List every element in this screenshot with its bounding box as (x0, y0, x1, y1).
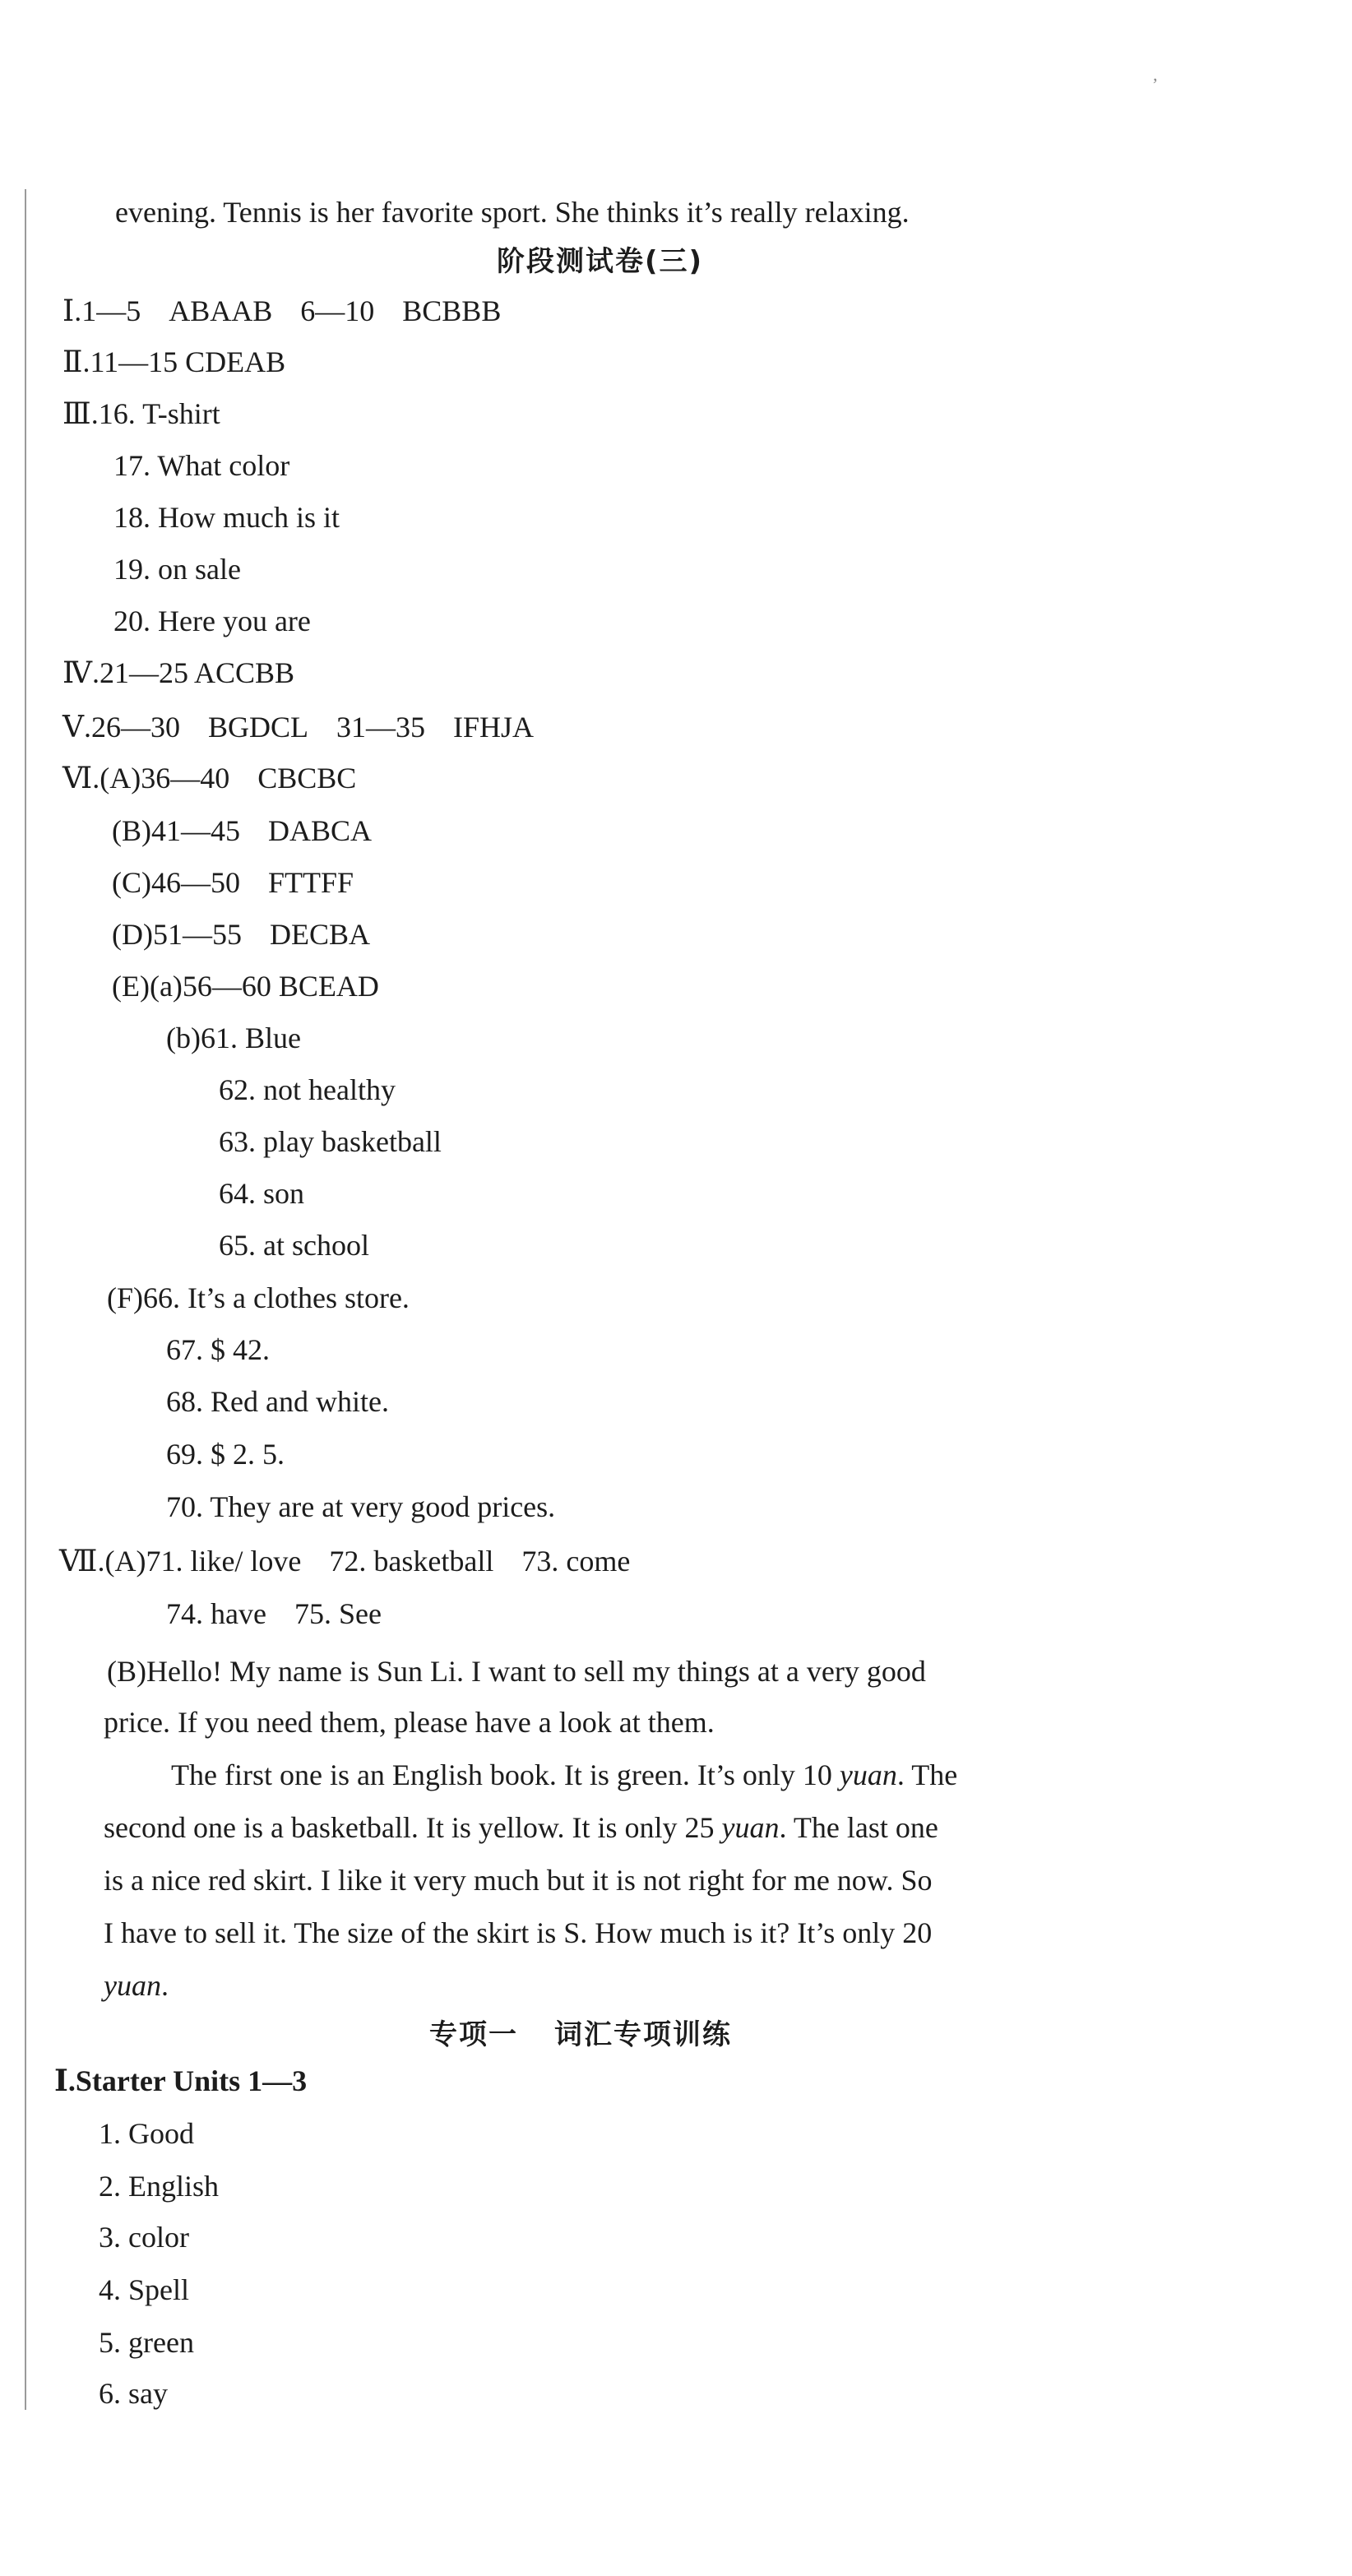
answer-row-VI-E-b: (b)61. Blue (166, 1022, 301, 1054)
answer-row-VII-A (59, 1543, 630, 1579)
answer-row-IV (63, 655, 294, 691)
answers: CBCBC (257, 762, 357, 795)
list-item: 72. basketball (329, 1545, 494, 1578)
answers: BCBBB (402, 294, 502, 327)
text: . The (896, 1758, 958, 1791)
answer-row-II (63, 344, 285, 380)
list-item: 65. at school (219, 1229, 369, 1262)
list-item: 67. $ 42. (166, 1333, 270, 1366)
paragraph-line: is a nice red skirt. I like it very much but it is not right for me now. So (104, 1864, 933, 1897)
range: (D)51—55 (112, 918, 242, 951)
answer-row-VII-A-2 (166, 1596, 382, 1632)
section-title-special1 (429, 2017, 732, 2053)
paragraph-line (104, 1809, 938, 1846)
list-item: 64. son (219, 1177, 305, 1210)
paragraph-line: price. If you need them, please have a look at them. (104, 1706, 715, 1739)
answer-row-V (63, 709, 534, 745)
range: 6—10 (300, 294, 375, 327)
paragraph-line (171, 1757, 957, 1793)
answers: 21—25 ACCBB (99, 656, 295, 689)
answer-row-VI-C (112, 864, 354, 901)
answers: ABAAB (169, 294, 273, 327)
roman-numeral: Ⅴ. (63, 711, 91, 744)
roman-numeral: Ⅶ. (59, 1545, 105, 1578)
roman-numeral: Ⅰ. (63, 294, 82, 327)
answers: BGDCL (208, 711, 309, 744)
paragraph-line: I have to sell it. The size of the skirt is S. How much is it? It’s only 20 (104, 1916, 933, 1949)
list-item: (A)71. like/ love (104, 1545, 302, 1578)
list-item: 18. How much is it (113, 501, 340, 534)
range: (B)41—45 (112, 814, 240, 847)
list-item: 69. $ 2. 5. (166, 1438, 285, 1471)
list-item: 17. What color (113, 449, 290, 482)
currency-word: yuan (104, 1969, 161, 2002)
paragraph-line (104, 1967, 169, 2004)
list-item: 68. Red and white. (166, 1385, 389, 1418)
currency-word: yuan (721, 1811, 780, 1844)
range: 26—30 (91, 711, 180, 744)
list-item: 1. Good (99, 2117, 194, 2150)
answer-row-III (63, 396, 220, 432)
answer-row-VI-D (112, 916, 370, 952)
answers: FTTFF (268, 866, 354, 899)
roman-numeral: Ⅱ. (63, 345, 90, 378)
list-item: 74. have (166, 1597, 266, 1630)
answer-row-VI-A (63, 760, 356, 796)
range: (A)36—40 (100, 762, 230, 795)
text: second one is a basketball. It is yellow. It is only 25 (104, 1811, 722, 1844)
scan-mark: , (1153, 64, 1158, 85)
roman-numeral: Ⅰ. (54, 2064, 76, 2097)
answers: IFHJA (453, 711, 535, 744)
subsection-title: Starter Units 1—3 (75, 2064, 308, 2097)
carryover-line: evening. Tennis is her favorite sport. She thinks it’s really relaxing. (115, 196, 910, 229)
text: The first one is an English book. It is green. It’s only 10 (171, 1758, 840, 1791)
roman-numeral: Ⅵ. (63, 762, 100, 795)
list-item: 62. not healthy (219, 1073, 396, 1106)
range: 31—35 (336, 711, 426, 744)
answers: DABCA (268, 814, 373, 847)
list-item: 70. They are at very good prices. (166, 1490, 556, 1523)
list-item: 5. green (99, 2326, 194, 2359)
page-margin-rule (25, 189, 26, 2410)
list-item: 63. play basketball (219, 1125, 442, 1158)
range: (C)46—50 (112, 866, 240, 899)
list-item: 19. on sale (113, 553, 241, 586)
text: . (160, 1969, 169, 2002)
list-item: 73. come (521, 1545, 631, 1578)
list-item: 3. color (99, 2221, 189, 2254)
title-part: 词汇专项训练 (554, 2018, 732, 2051)
answers: 11—15 CDEAB (90, 345, 286, 378)
roman-numeral: Ⅳ. (63, 656, 100, 689)
paragraph-line: (B)Hello! My name is Sun Li. I want to sell my things at a very good (107, 1655, 926, 1688)
list-item: 20. Here you are (113, 605, 311, 637)
answer-row-I (63, 293, 501, 329)
answers: DECBA (269, 918, 370, 951)
list-item: 75. See (294, 1597, 382, 1630)
list-item: 4. Spell (99, 2273, 190, 2306)
list-item: 2. English (99, 2170, 220, 2203)
range: 1—5 (81, 294, 141, 327)
answer-row-VI-E-a: (E)(a)56—60 BCEAD (112, 970, 379, 1003)
title-part: 专项一 (429, 2018, 518, 2051)
currency-word: yuan (839, 1758, 897, 1791)
answer-row-VI-B (112, 813, 372, 849)
text: . The last one (779, 1811, 938, 1844)
roman-numeral: Ⅲ. (63, 397, 99, 430)
answer-row-VI-F: (F)66. It’s a clothes store. (107, 1281, 410, 1314)
list-item: 6. say (99, 2377, 168, 2410)
subsection-heading (54, 2063, 307, 2099)
list-item: 16. T-shirt (98, 397, 220, 430)
section-title-test3: 阶段测试卷(三) (497, 245, 704, 278)
